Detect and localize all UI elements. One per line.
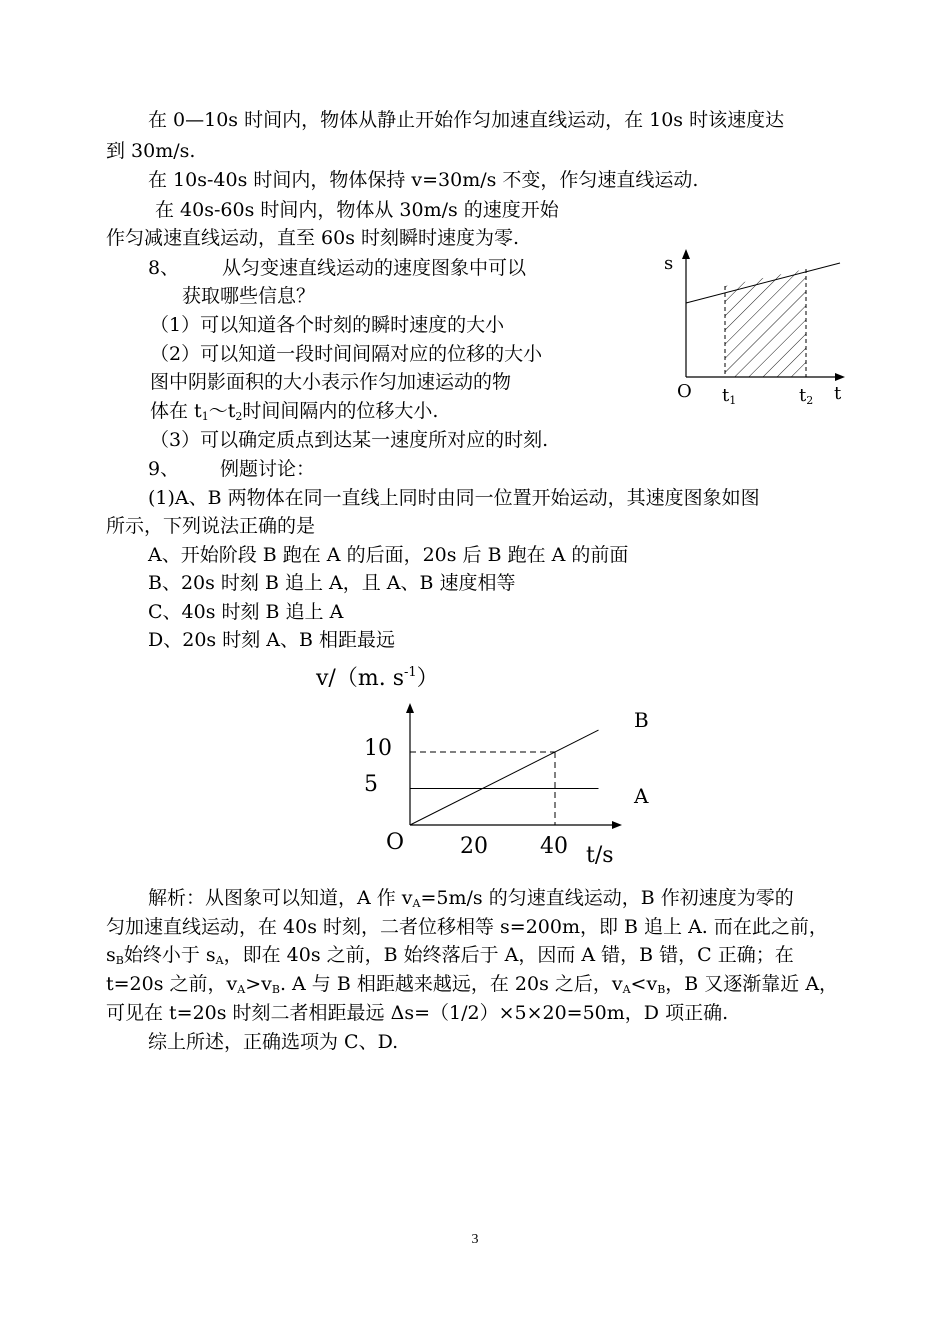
option-a: A、开始阶段 B 跑在 A 的后面，20s 后 B 跑在 A 的前面 [148,544,629,566]
origin-label: O [386,830,405,855]
origin-label: O [677,381,692,402]
x-axis-label: t [834,383,842,404]
x-axis-label: t/s [586,843,614,868]
analysis-line-1: 解析：从图象可以知道，A 作 $v_A=5m/s$ 的匀速直线运动，B 作初速度为零的 [148,887,794,910]
y-axis-label: s [664,253,674,274]
x-axis-arrow [612,821,622,829]
line-a-label: A [634,784,649,808]
section8-item-2b: 图中阴影面积的大小表示作匀加速运动的物 [150,371,512,393]
analysis-line-4: t=20s 之前，$v_A>v_B$. A 与 B 相距越来越远，在 20s 之后，$v_A<v_B$，B 又逐渐靠近 A， [106,973,839,996]
option-c: C、40s 时刻 B 追上 A [148,601,344,623]
y-axis-arrow [682,249,690,259]
intro-line-5: 作匀减速直线运动，直至 60s 时刻瞬时速度为零. [106,227,520,249]
section9-number: 9、 [148,458,180,480]
section8-item-1: （1）可以知道各个时刻的瞬时速度的大小 [150,314,505,336]
series-b-line [410,730,599,825]
tick-x-40: 40 [540,834,568,859]
y-axis-arrow [406,703,414,713]
intro-line-3: 在 10s-40s 时间内，物体保持 v=30m/s 不变，作匀速直线运动. [148,169,699,191]
t1-label: t1 [722,385,737,407]
question-line-2: 所示，下列说法正确的是 [106,515,316,537]
analysis-conclusion: 综上所述，正确选项为 C、D. [148,1031,399,1053]
tick-x-20: 20 [460,834,488,859]
x-axis-arrow [835,373,845,381]
option-d: D、20s 时刻 A、B 相距最远 [148,629,395,651]
intro-line-4: 在 40s-60s 时间内，物体从 30m/s 的速度开始 [155,199,559,221]
page-number: 3 [471,1232,479,1247]
section8-item-2a: （2）可以知道一段时间间隔对应的位移的大小 [150,343,543,365]
section8-item-2c: 体在 $t_1\sim t_2$时间间隔内的位移大小. [150,400,439,423]
y-axis-label: v/（m. $s^{-1}$） [316,665,439,691]
line-b-label: B [634,708,649,732]
section8-item-3: （3）可以确定质点到达某一速度所对应的时刻. [150,429,549,451]
shaded-area [725,269,806,377]
figure-2-graph [300,655,670,875]
section8-title-2: 获取哪些信息？ [182,285,316,307]
option-b: B、20s 时刻 B 追上 A，且 A、B 速度相等 [148,572,516,594]
tick-y-10: 10 [364,736,392,761]
analysis-line-3: $s_B$始终小于 $s_A$，即在 40s 之前，B 始终落后于 A，因而 A 错，B 错，C 正确；在 [106,944,794,967]
t2-label: t2 [799,385,814,407]
section9-title: 例题讨论： [220,458,316,480]
section8-number: 8、 [148,257,180,279]
analysis-line-2: 匀加速直线运动，在 40s 时刻，二者位移相等 s=200m，即 B 追上 A. 而在此之前， [106,916,828,938]
figure-1-graph [640,245,855,410]
intro-line-1: 在 0—10s 时间内，物体从静止开始作匀加速直线运动，在 10s 时该速度达 [148,109,785,131]
question-line-1: (1)A、B 两物体在同一直线上同时由同一位置开始运动，其速度图象如图 [148,487,760,509]
section8-title-1: 从匀变速直线运动的速度图象中可以 [222,257,527,279]
analysis-line-5: 可见在 t=20s 时刻二者相距最远 Δs=（1/2）×5×20=50m，D 项正确. [106,1002,729,1024]
intro-line-2: 到 30m/s. [106,140,196,162]
tick-y-5: 5 [364,772,378,797]
